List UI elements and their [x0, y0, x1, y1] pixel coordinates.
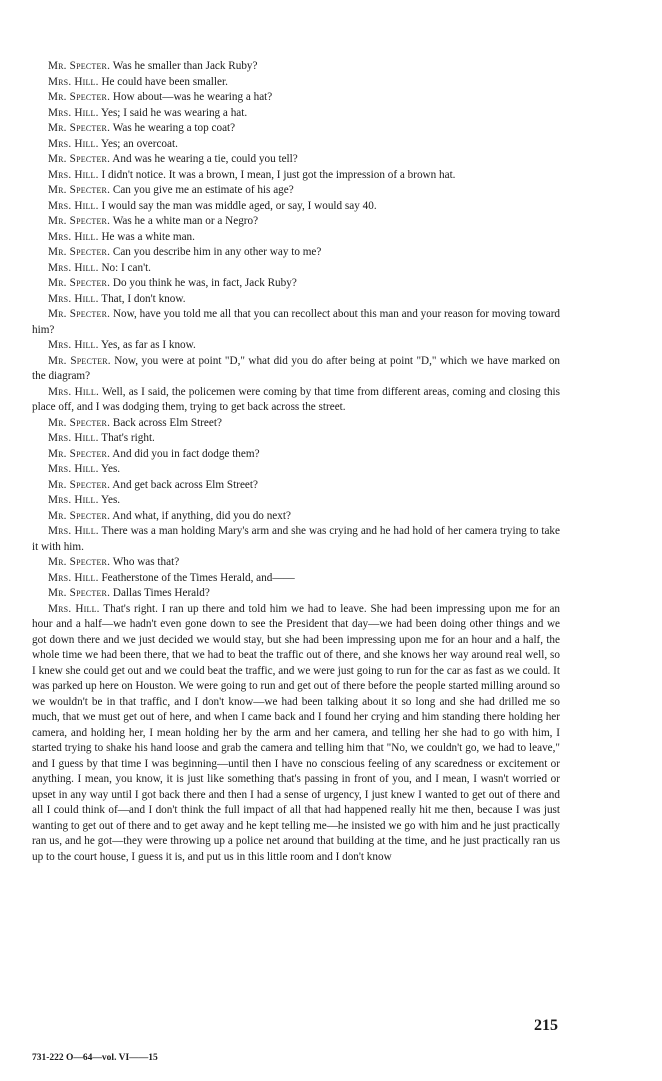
testimony-paragraph	[32, 261, 560, 277]
speaker-label: Mr. Specter.	[48, 246, 111, 258]
speaker-label: Mrs. Hill.	[48, 292, 99, 305]
speech-text: He was a white man.	[101, 230, 195, 243]
speech-text: And did you in fact dodge them?	[112, 447, 260, 460]
speech-text: Well, as I said, the policemen were coming by that time from different areas, coming and closing this place off, and I was dodging them, trying to get back across the street.	[32, 385, 561, 413]
speech-text: I would say the man was middle aged, or say, I would say 40.	[101, 199, 377, 212]
speech-text: Yes; an overcoat.	[101, 137, 178, 150]
speech-text: I didn't notice. It was a brown, I mean, I just got the impression of a brown hat.	[101, 168, 456, 181]
testimony-paragraph	[32, 571, 560, 587]
speaker-label: Mrs. Hill.	[48, 168, 99, 181]
testimony-paragraph	[32, 276, 560, 292]
testimony-paragraph	[32, 292, 560, 308]
speech-text: That's right.	[101, 432, 155, 444]
speech-text: Yes, as far as I know.	[101, 339, 196, 351]
testimony-paragraph	[32, 199, 560, 215]
speech-text: Was he smaller than Jack Ruby?	[112, 60, 258, 72]
speech-text: And what, if anything, did you do next?	[112, 509, 291, 522]
testimony-paragraph	[32, 75, 560, 91]
speaker-label: Mrs. Hill.	[48, 106, 99, 119]
testimony-paragraph	[32, 509, 560, 525]
testimony-paragraph	[32, 493, 560, 509]
testimony-paragraph	[32, 59, 560, 75]
speech-text: That's right. I ran up there and told him we had to leave. She had been impressing upon me for an hour and a half—we hadn't even gone down to see the President that day—we had been doing other things and we got down there and we just decided we would stay, but she had been impressing upon me for an hour and a half, the whole time we had been there, that we had to beat the traffic out of there, and she knows her way around real well, so I knew she could get out and we could beat the traffic, and we were just going to run for the car as fast as we could. It was parked up here on Houston. We were going to run and get out of there before the people started milling around so we wouldn't be in that traffic, and I don't know—we had been talking about it so long and she had drilled me so much, that we must get out of here, and when I came back and I found her crying and him standing there holding her camera, and holding her, I mean holding her by the arm and her camera, and telling her she had to go with him, I started trying to shake his hand loose and grab the camera and telling him that "No, we couldn't go, we had to leave," and I guess by that time I was beginning—until then I have no conscious feeling of any scaredness or excitement or anything. I mean, you know, it is just like something that's passing in front of you, and I mean, I wasn't worried or upset in any way until I got back there and then I had a sense of urgency, I just knew I wanted to get out of there and all I could think of—and I don't think the full impact of all that had happened really hit me then, because I was just wanting to get out of there and to get away and he kept telling me—he insisted we go with him and he just practically ran us, and he got—they were throwing up a police net around that building at the time, and he just practically ran us up to the court house, I guess it is, and put us in this little room and I don't know	[32, 602, 560, 863]
testimony-paragraph	[32, 230, 560, 246]
speaker-label: Mrs. Hill.	[48, 137, 99, 150]
testimony-paragraph	[32, 555, 560, 571]
speech-text: Yes; I said he was wearing a hat.	[101, 106, 248, 119]
speech-text: That, I don't know.	[101, 292, 186, 305]
transcript-body	[32, 59, 560, 865]
testimony-paragraph	[32, 586, 560, 602]
footer-print-code: 731-222 O—64—vol. VI——15	[32, 1053, 158, 1063]
page-number: 215	[534, 1017, 558, 1034]
speaker-label: Mrs. Hill.	[48, 602, 100, 615]
speaker-label: Mrs. Hill.	[48, 432, 99, 444]
testimony-paragraph	[32, 121, 560, 137]
speaker-label: Mrs. Hill.	[48, 261, 99, 274]
testimony-paragraph	[32, 338, 560, 354]
speech-text: Was he wearing a top coat?	[112, 122, 236, 134]
testimony-paragraph	[32, 307, 560, 338]
speaker-label: Mrs. Hill.	[48, 494, 99, 506]
testimony-paragraph	[32, 478, 560, 494]
speech-text: He could have been smaller.	[101, 75, 228, 88]
testimony-paragraph	[32, 214, 560, 230]
speaker-label: Mr. Specter.	[48, 184, 111, 196]
speech-text: There was a man holding Mary's arm and she was crying and he had hold of her camera trying to take it with him.	[32, 525, 560, 553]
testimony-paragraph	[32, 168, 560, 184]
speaker-label: Mr. Specter.	[48, 447, 111, 460]
testimony-paragraph	[32, 447, 560, 463]
speaker-label: Mrs. Hill.	[48, 525, 99, 537]
speaker-label: Mr. Specter.	[48, 587, 111, 599]
testimony-paragraph	[32, 524, 560, 555]
speaker-label: Mr. Specter.	[48, 308, 111, 320]
speech-text: Who was that?	[112, 556, 180, 568]
testimony-paragraph	[32, 462, 560, 478]
testimony-paragraph	[32, 106, 560, 122]
speaker-label: Mr. Specter.	[48, 509, 111, 522]
testimony-paragraph	[32, 354, 560, 385]
testimony-paragraph	[32, 431, 560, 447]
speech-text: Back across Elm Street?	[112, 416, 222, 429]
speech-text: Yes.	[101, 494, 121, 506]
speech-text: Was he a white man or a Negro?	[112, 215, 259, 227]
speaker-label: Mr. Specter.	[48, 153, 111, 165]
speaker-label: Mr. Specter.	[48, 478, 111, 491]
testimony-paragraph	[32, 385, 560, 416]
speech-text: Can you give me an estimate of his age?	[112, 184, 294, 196]
speaker-label: Mr. Specter.	[48, 60, 111, 72]
speaker-label: Mr. Specter.	[48, 122, 111, 134]
speaker-label: Mrs. Hill.	[48, 75, 99, 88]
speech-text: How about—was he wearing a hat?	[112, 91, 273, 103]
speech-text: No: I can't.	[101, 261, 151, 274]
testimony-paragraph	[32, 602, 560, 866]
speech-text: Can you describe him in any other way to me?	[112, 246, 322, 258]
speech-text: And get back across Elm Street?	[112, 478, 258, 491]
testimony-paragraph	[32, 90, 560, 106]
testimony-paragraph	[32, 137, 560, 153]
speech-text: Dallas Times Herald?	[112, 587, 210, 599]
speech-text: Now, you were at point "D," what did you do after being at point "D," which we have marked on the diagram?	[32, 354, 561, 382]
speech-text: Yes.	[101, 463, 121, 475]
speech-text: Now, have you told me all that you can recollect about this man and your reason for moving toward him?	[32, 308, 561, 336]
speaker-label: Mr. Specter.	[48, 215, 111, 227]
speech-text: And was he wearing a tie, could you tell?	[112, 153, 298, 165]
speaker-label: Mr. Specter.	[48, 91, 111, 103]
speaker-label: Mrs. Hill.	[48, 199, 99, 212]
speaker-label: Mr. Specter.	[48, 277, 111, 289]
speech-text: Do you think he was, in fact, Jack Ruby?	[112, 277, 297, 289]
testimony-paragraph	[32, 416, 560, 432]
speaker-label: Mr. Specter.	[48, 556, 111, 568]
speaker-label: Mrs. Hill.	[48, 571, 99, 584]
speaker-label: Mrs. Hill.	[48, 463, 99, 475]
speaker-label: Mrs. Hill.	[48, 230, 99, 243]
speaker-label: Mr. Specter.	[48, 416, 111, 429]
speech-text: Featherstone of the Times Herald, and——	[101, 571, 295, 584]
testimony-paragraph	[32, 183, 560, 199]
speaker-label: Mrs. Hill.	[48, 339, 99, 351]
speaker-label: Mr. Specter.	[48, 354, 111, 367]
speaker-label: Mrs. Hill.	[48, 385, 99, 398]
testimony-paragraph	[32, 152, 560, 168]
testimony-paragraph	[32, 245, 560, 261]
